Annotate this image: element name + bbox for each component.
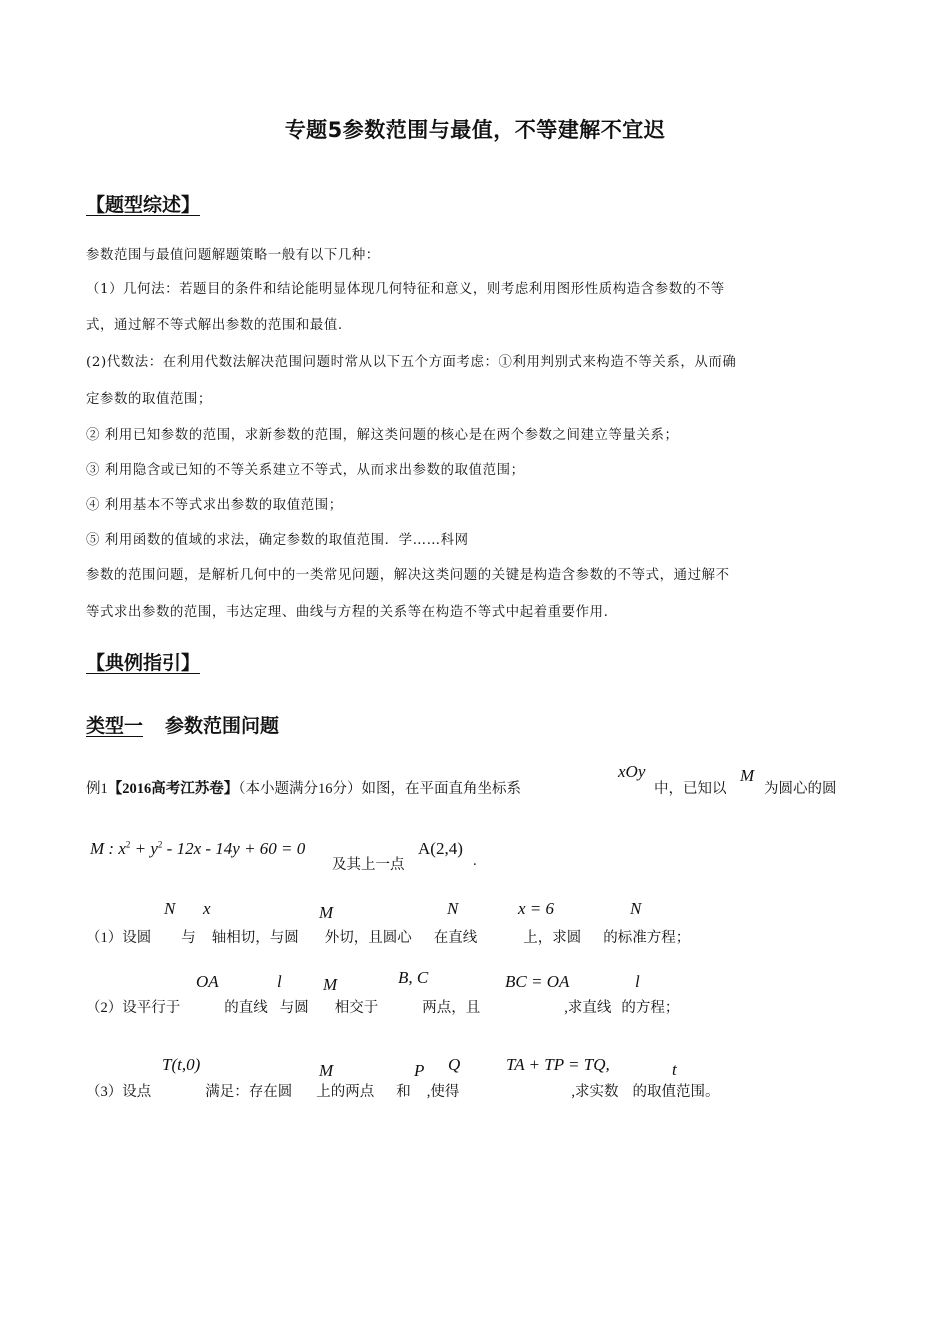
coordinate-system-label: xOy bbox=[618, 762, 646, 781]
q1-t7: 的标准方程； bbox=[603, 930, 691, 946]
q3-T bbox=[162, 1055, 200, 1075]
type1-label: 类型一 bbox=[86, 715, 144, 737]
q3-T-text: T(t,0) bbox=[162, 1055, 201, 1074]
q2-t4: 相交于 bbox=[334, 1000, 379, 1016]
example1-prefix: 例1 bbox=[86, 781, 108, 797]
center-label: M bbox=[740, 766, 755, 785]
example1-line1 bbox=[86, 777, 521, 798]
type1-heading bbox=[86, 711, 279, 738]
example1-text-a: 如图，在平面直角坐标系 bbox=[361, 781, 521, 797]
q2-l1: l bbox=[277, 972, 282, 991]
q2-text bbox=[86, 996, 679, 1017]
method2-item4: ④ 利用基本不等式求出参数的取值范围； bbox=[86, 498, 343, 513]
circle-equation bbox=[90, 839, 305, 859]
q1-t1: 设圆 bbox=[122, 930, 152, 946]
overview-intro: 参数范围与最值问题解题策略一般有以下几种： bbox=[86, 248, 380, 263]
q1-N1: N bbox=[164, 899, 176, 918]
point-a: A(2,4) bbox=[418, 839, 463, 858]
q1-t6: 上，求圆 bbox=[523, 930, 582, 946]
q3-t: t bbox=[672, 1060, 677, 1079]
example1-score: （本小题满分16分） bbox=[238, 781, 362, 797]
q2-eq: BC = OA bbox=[505, 972, 570, 991]
q3-t2: 满足：存在圆 bbox=[205, 1084, 293, 1100]
q3-t1: 设点 bbox=[122, 1084, 152, 1100]
eq-period: . bbox=[473, 853, 477, 869]
eq-sup-x: 2 bbox=[125, 839, 131, 850]
section-examples-heading: 【典例指引】 bbox=[86, 652, 201, 674]
q1-N3: N bbox=[630, 899, 642, 918]
q3-t7: 的取值范围。 bbox=[632, 1084, 720, 1100]
q2-l2: l bbox=[635, 972, 640, 991]
q3-t6: ,求实数 bbox=[571, 1084, 619, 1100]
q1-x: x bbox=[203, 899, 211, 918]
q3-eq: TA + TP = TQ, bbox=[506, 1055, 610, 1074]
q3-num: （3） bbox=[86, 1084, 123, 1100]
q1-line: x = 6 bbox=[518, 899, 555, 918]
q2-t6: ,求直线 bbox=[564, 1000, 612, 1016]
q2-BC: B, C bbox=[398, 968, 429, 987]
section-overview-heading: 【题型综述】 bbox=[86, 194, 201, 216]
q3-M: M bbox=[319, 1061, 334, 1080]
q3-P: P bbox=[414, 1061, 425, 1080]
q2-t7: 的方程； bbox=[621, 1000, 680, 1016]
q2-num: （2） bbox=[86, 1000, 123, 1016]
page-title: 专题5参数范围与最值，不等建解不宜迟 bbox=[284, 118, 666, 142]
q1-text bbox=[86, 926, 690, 947]
q3-t5: ,使得 bbox=[426, 1084, 460, 1100]
eq-head: M : x bbox=[90, 839, 126, 858]
method2-item5: ⑤ 利用函数的值域的求法，确定参数的取值范围．学……科网 bbox=[86, 533, 469, 548]
q3-t3: 上的两点 bbox=[316, 1084, 375, 1100]
eq-part2: - 12x - 14y + 60 = 0 bbox=[162, 839, 306, 858]
example1-text-c: 为圆心的圆 bbox=[764, 781, 837, 797]
example1-source: 【2016高考江苏卷】 bbox=[107, 781, 239, 797]
q2-t1: 设平行于 bbox=[122, 1000, 181, 1016]
summary-line1: 参数的范围问题，是解析几何中的一类常见问题，解决这类问题的关键是构造含参数的不等式，通过解不 bbox=[86, 568, 730, 583]
q2-t3: 与圆 bbox=[279, 1000, 309, 1016]
q2-OA: OA bbox=[196, 972, 219, 991]
q1-t4: 外切，且圆心 bbox=[324, 930, 412, 946]
q1-num: （1） bbox=[86, 930, 123, 946]
method2-item2: ② 利用已知参数的范围，求新参数的范围，解这类问题的核心是在两个参数之间建立等量关系； bbox=[86, 428, 679, 443]
q1-N2: N bbox=[447, 899, 459, 918]
point-label: 及其上一点 bbox=[332, 857, 405, 873]
q3-t4: 和 bbox=[396, 1084, 411, 1100]
method1-line1: （1）几何法：若题目的条件和结论能明显体现几何特征和意义，则考虑利用图形性质构造含参数的不等 bbox=[86, 282, 725, 297]
summary-line2: 等式求出参数的范围，韦达定理、曲线与方程的关系等在构造不等式中起着重要作用. bbox=[86, 605, 609, 620]
q3-Q: Q bbox=[448, 1055, 461, 1074]
method2-item3: ③ 利用隐含或已知的不等关系建立不等式，从而求出参数的取值范围； bbox=[86, 463, 525, 478]
type1-name: 参数范围问题 bbox=[165, 715, 280, 737]
q1-t5: 在直线 bbox=[433, 930, 478, 946]
method2-line2: 定参数的取值范围； bbox=[86, 392, 212, 407]
q1-t2: 与 bbox=[181, 930, 196, 946]
method2-line1: (2)代数法：在利用代数法解决范围问题时常从以下五个方面考虑：①利用判别式来构造不等关系，从而确 bbox=[86, 355, 737, 370]
q2-t5: 两点，且 bbox=[422, 1000, 481, 1016]
q2-M: M bbox=[323, 975, 338, 994]
q1-M: M bbox=[319, 903, 334, 922]
q1-t3: 轴相切，与圆 bbox=[211, 930, 299, 946]
method1-line2: 式，通过解不等式解出参数的范围和最值. bbox=[86, 318, 343, 333]
eq-part1: + y bbox=[130, 839, 158, 858]
q2-t2: 的直线 bbox=[224, 1000, 268, 1016]
example1-text-b: 中，已知以 bbox=[654, 781, 727, 797]
eq-sup-y: 2 bbox=[157, 839, 163, 850]
q3-text bbox=[86, 1080, 720, 1101]
